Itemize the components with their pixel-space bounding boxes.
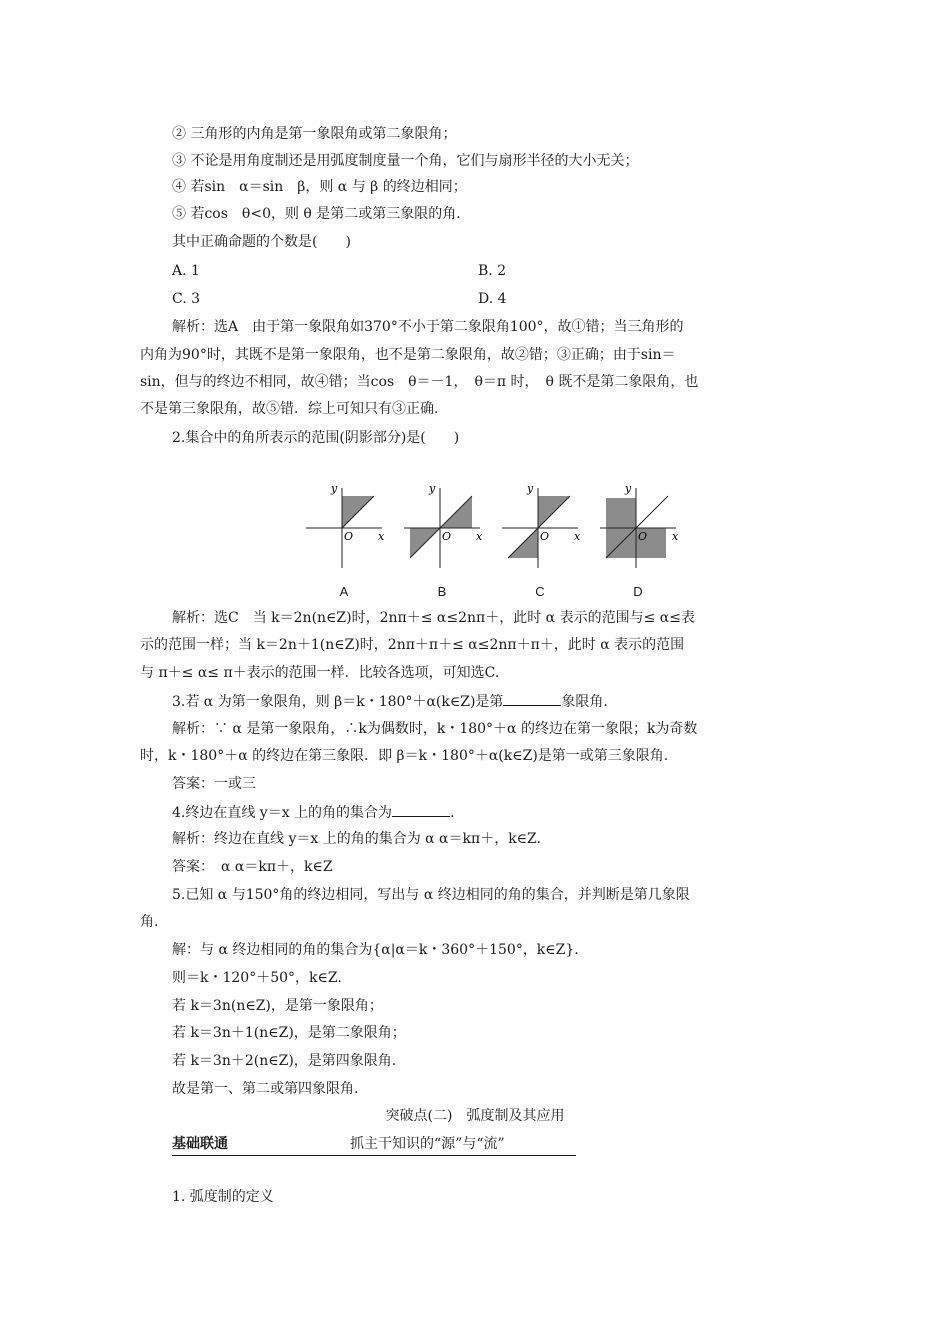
solution-1-line-3: sin，但与的终边不相同，故④错；当cos θ＝－1， θ＝π 时， θ 既不是第二象限角，也 [140,374,699,390]
statement-2: ② 三角形的内角是第一象限角或第二象限角； [172,126,457,142]
question-5-line-1: 5.已知 α 与150°角的终边相同，写出与 α 终边相同的角的集合，并判断是第几象限 [172,887,690,903]
caption-c: C [535,584,545,599]
solution-5-line-5: 若 k＝3n＋2(n∈Z)，是第四象限角. [172,1053,397,1069]
solution-2-line-3: 与 π＋≤ α≤ π＋表示的范围一样．比较各选项，可知选C. [140,665,500,681]
solution-1-line-1: 解析：选A 由于第一象限角如370°不小于第二象限角100°，故①错；当三角形的 [172,319,684,335]
question-3-text: 3.若 α 为第一象限角，则 β＝k・180°＋α(k∈Z)是第 [172,694,504,710]
question-prompt: 其中正确命题的个数是( ) [172,234,351,250]
answer-3: 答案：一或三 [172,776,256,792]
section-heading: 突破点(二) 弧度制及其应用 [385,1108,565,1124]
option-c: C. 3 [172,291,201,307]
statement-3: ③ 不论是用角度制还是用弧度制度量一个角，它们与扇形半径的大小无关； [172,153,639,169]
statement-5: ⑤ 若cos θ<0，则 θ 是第二或第三象限的角. [172,206,461,222]
answer-figures [302,476,678,604]
origin-label: O [638,530,648,543]
solution-1-line-4: 不是第三象限角，故⑤错．综上可知只有③正确. [140,401,439,417]
caption-d: D [633,584,643,599]
solution-5-line-6: 故是第一、第二或第四象限角. [172,1081,359,1097]
statement-4: ④ 若sin α＝sin β，则 α 与 β 的终边相同； [172,179,467,195]
question-4-text: 4.终边在直线 y＝x 上的角的集合为 [172,805,393,821]
question-4 [172,802,455,823]
solution-5-line-4: 若 k＝3n＋1(n∈Z)，是第二象限角； [172,1025,406,1041]
solution-5-line-3: 若 k＝3n(n∈Z)，是第一象限角； [172,998,383,1014]
figure-c [498,476,582,604]
caption-b: B [437,584,447,599]
origin-label: O [442,530,452,543]
figure-b [400,476,484,604]
y-axis-label: y [331,482,338,495]
option-d: D. 4 [478,291,507,307]
question-4-tail: . [450,805,455,821]
origin-label: O [540,530,550,543]
x-axis-label: x [476,530,483,543]
origin-label: O [344,530,354,543]
answer-blank [503,691,561,706]
solution-3-line-2: 时，k・180°＋α 的终边在第三象限．即 β＝k・180°＋α(k∈Z)是第一或第三象限角. [140,748,669,764]
option-b: B. 2 [478,263,507,279]
solution-5-line-2: 则＝k・120°＋50°，k∈Z. [172,970,342,986]
subsection-heading: 1. 弧度制的定义 [172,1189,274,1205]
solution-1-line-2: 内角为90°时，其既不是第一象限角，也不是第二象限角，故②错；③正确；由于sin＝ [140,347,676,363]
question-3-tail: 象限角. [561,694,608,710]
x-axis-label: x [672,530,679,543]
answer-blank [392,802,450,817]
y-axis-label: y [429,482,436,495]
y-axis-label: y [625,482,632,495]
question-5-line-2: 角. [140,914,159,930]
y-axis-label: y [527,482,534,495]
x-axis-label: x [574,530,581,543]
question-2: 2.集合中的角所表示的范围(阴影部分)是( ) [172,430,460,446]
option-a: A. 1 [172,263,200,279]
solution-4: 解析：终边在直线 y＝x 上的角的集合为 α α＝kπ＋，k∈Z. [172,831,541,847]
bar-right-label: 抓主干知识的“源”与“流” [350,1136,505,1152]
x-axis-label: x [378,530,385,543]
section-bar [172,1133,576,1156]
solution-5-line-1: 解：与 α 终边相同的角的集合为{α|α＝k・360°＋150°，k∈Z}. [172,942,579,958]
figure-d [596,476,680,604]
solution-2-line-2: 示的范围一样；当 k＝2n＋1(n∈Z)时，2nπ＋π＋≤ α≤2nπ＋π＋，此时 α 表示的范围 [140,637,685,653]
solution-3-line-1: 解析：∵ α 是第一象限角，∴k为偶数时，k・180°＋α 的终边在第一象限；k为奇数 [172,721,698,737]
solution-2-line-1: 解析：选C 当 k＝2n(n∈Z)时，2nπ＋≤ α≤2nπ＋，此时 α 表示的范围与≤ α≤表 [172,610,695,626]
figure-a [302,476,386,604]
answer-4: 答案： α α＝kπ＋，k∈Z [172,859,333,875]
bar-left-label: 基础联通 [172,1136,228,1152]
question-3 [172,691,608,712]
caption-a: A [339,584,349,599]
